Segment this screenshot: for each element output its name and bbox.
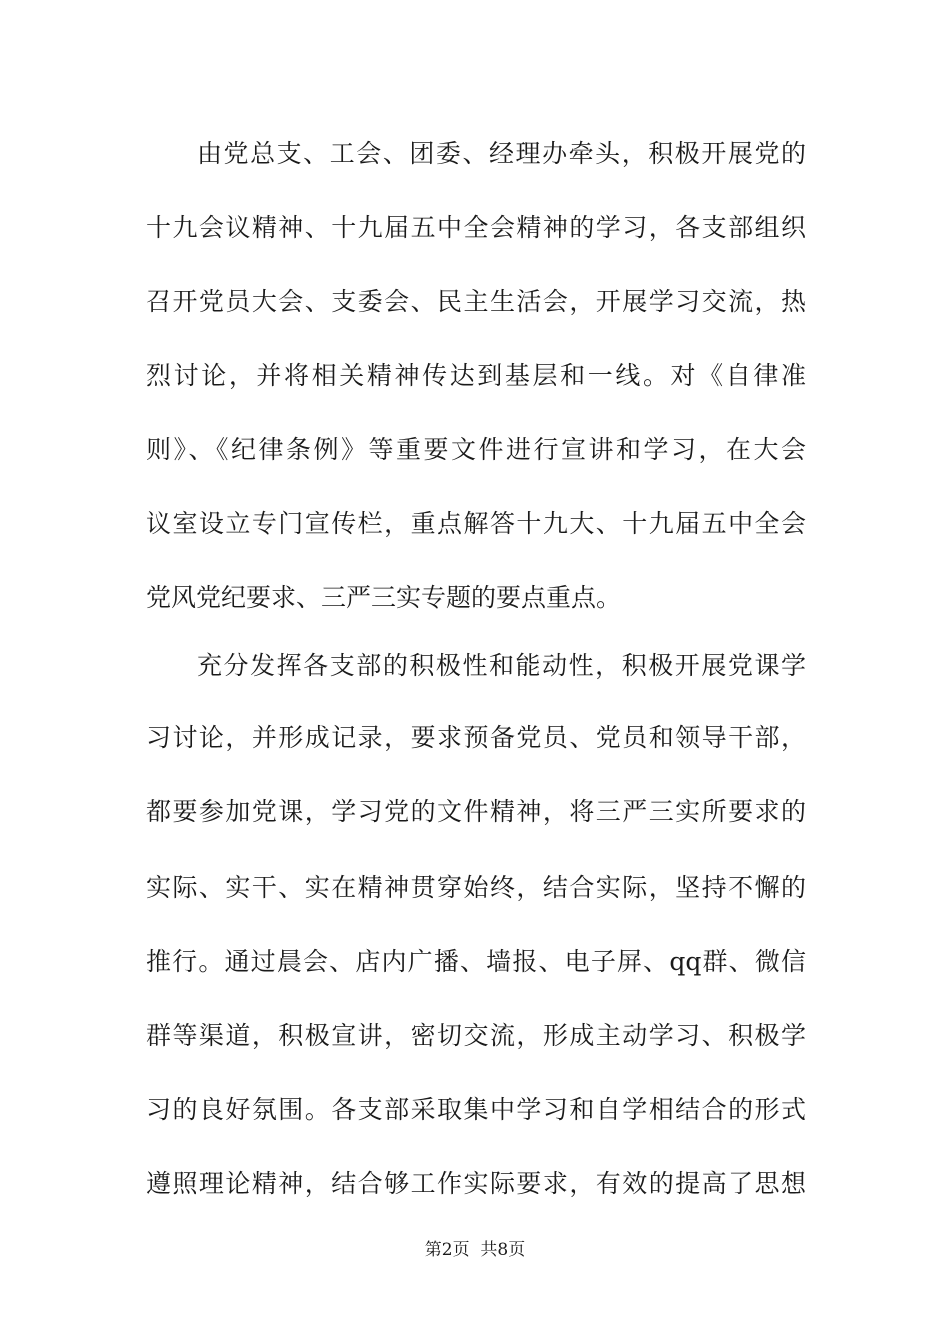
paragraph-1-line-5: 则》、《纪律条例》等重要文件进行宣讲和学习，在大会 xyxy=(146,435,806,464)
paragraph-2-line-7: 习的良好氛围。各支部采取集中学习和自学相结合的形式 xyxy=(146,1095,806,1124)
footer-page-prefix: 第 xyxy=(424,1240,442,1260)
footer-total-suffix: 页 xyxy=(508,1240,526,1260)
footer-page-suffix: 页 xyxy=(452,1240,470,1260)
paragraph-2-line-6: 群等渠道，积极宣讲，密切交流，形成主动学习、积极学 xyxy=(146,1021,806,1050)
page-footer xyxy=(0,1238,950,1262)
paragraph-1-line-3: 召开党员大会、支委会、民主生活会，开展学习交流，热 xyxy=(146,287,806,316)
paragraph-2-line-3: 都要参加党课，学习党的文件精神，将三严三实所要求的 xyxy=(146,797,806,826)
paragraph-2-line-4: 实际、实干、实在精神贯穿始终，结合实际，坚持不懈的 xyxy=(146,873,806,902)
paragraph-2-line-8: 遵照理论精神，结合够工作实际要求，有效的提高了思想 xyxy=(146,1169,806,1198)
paragraph-1-line-4: 烈讨论，并将相关精神传达到基层和一线。对《自律准 xyxy=(146,361,806,390)
paragraph-1-line-2: 十九会议精神、十九届五中全会精神的学习，各支部组织 xyxy=(146,213,806,242)
paragraph-1-line-1: 由党总支、工会、团委、经理办牵头，积极开展党的 xyxy=(197,139,806,168)
paragraph-1-line-7: 党风党纪要求、三严三实专题的要点重点。 xyxy=(146,583,622,612)
paragraph-2-line-5: 推行。通过晨会、店内广播、墙报、电子屏、qq群、微信 xyxy=(146,947,806,976)
footer-total-pages: 8 xyxy=(497,1240,509,1260)
paragraph-2-line-2: 习讨论，并形成记录，要求预备党员、党员和领导干部， xyxy=(146,723,806,752)
paragraph-1-line-6: 议室设立专门宣传栏，重点解答十九大、十九届五中全会 xyxy=(146,509,806,538)
paragraph-2-line-1: 充分发挥各支部的积极性和能动性，积极开展党课学 xyxy=(197,651,806,680)
footer-page-number: 2 xyxy=(441,1240,453,1260)
footer-total-prefix: 共 xyxy=(480,1240,498,1260)
